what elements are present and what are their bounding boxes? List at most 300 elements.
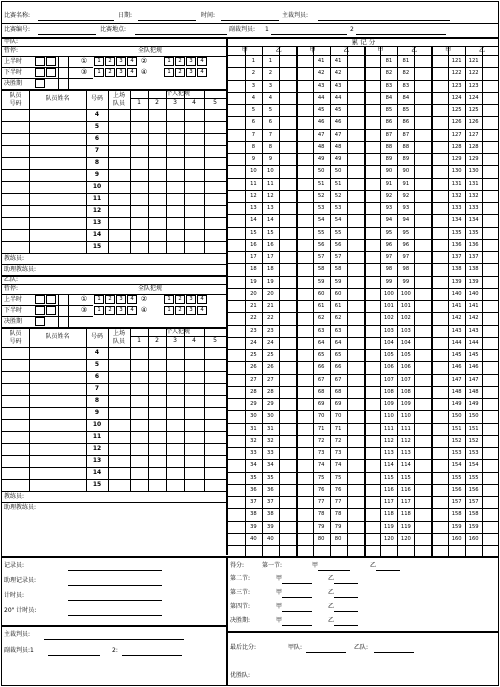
team_a-team-foul-cell[interactable]: 4 bbox=[200, 58, 204, 64]
score-cell-a[interactable]: 50 bbox=[317, 168, 325, 175]
score-cell-a[interactable]: 150 bbox=[451, 413, 462, 420]
score-cell-a[interactable]: 78 bbox=[317, 511, 325, 518]
score-cell-a[interactable]: 152 bbox=[451, 437, 462, 444]
score-cell-a[interactable]: 10 bbox=[250, 168, 257, 175]
score-cell-b[interactable]: 25 bbox=[267, 352, 274, 358]
score-cell-a[interactable]: 119 bbox=[383, 523, 394, 530]
score-cell-b[interactable]: 24 bbox=[267, 339, 274, 346]
team_a-team-foul-box[interactable] bbox=[175, 57, 185, 66]
score-cell-b[interactable]: 77 bbox=[334, 499, 342, 505]
score-cell-a[interactable]: 111 bbox=[383, 425, 394, 432]
score-cell-a[interactable]: 61 bbox=[317, 303, 325, 309]
score-cell-a[interactable]: 86 bbox=[385, 119, 393, 126]
team_a-team-foul-cell[interactable]: 4 bbox=[200, 69, 204, 75]
team_a-team-foul-cell[interactable]: 1 bbox=[167, 69, 171, 75]
score-cell-b[interactable]: 108 bbox=[400, 388, 411, 395]
score-cell-a[interactable]: 80 bbox=[317, 535, 325, 542]
score-cell-a[interactable]: 11 bbox=[250, 180, 257, 187]
team_a-team-foul-box[interactable] bbox=[105, 57, 115, 66]
score-cell-b[interactable]: 129 bbox=[468, 156, 479, 162]
team_a-team-foul-box[interactable] bbox=[197, 57, 207, 66]
final-b-field[interactable] bbox=[374, 652, 414, 653]
score-cell-b[interactable]: 66 bbox=[334, 364, 342, 371]
score-cell-b[interactable]: 143 bbox=[468, 327, 479, 334]
period4-b-field[interactable] bbox=[334, 611, 358, 612]
score-cell-a[interactable]: 93 bbox=[385, 205, 393, 211]
score-cell-b[interactable]: 118 bbox=[400, 511, 411, 518]
score-cell-b[interactable]: 70 bbox=[334, 413, 342, 420]
score-cell-b[interactable]: 138 bbox=[468, 266, 479, 273]
score-cell-b[interactable]: 41 bbox=[334, 58, 342, 64]
team_a-team-foul-cell[interactable]: 2 bbox=[108, 58, 112, 64]
score-cell-b[interactable]: 13 bbox=[267, 205, 274, 211]
team_b-team-foul-box[interactable] bbox=[105, 306, 115, 315]
score-cell-b[interactable]: 18 bbox=[267, 266, 274, 273]
period2-b-field[interactable] bbox=[334, 583, 358, 584]
score-cell-b[interactable]: 82 bbox=[402, 70, 410, 77]
score-cell-b[interactable]: 147 bbox=[468, 376, 479, 383]
score-cell-b[interactable]: 120 bbox=[400, 535, 411, 542]
score-cell-a[interactable]: 32 bbox=[250, 437, 257, 444]
score-cell-b[interactable]: 116 bbox=[400, 486, 411, 493]
period1-b-field[interactable] bbox=[376, 570, 400, 571]
score-cell-a[interactable]: 109 bbox=[383, 401, 394, 407]
score-cell-a[interactable]: 132 bbox=[451, 192, 462, 199]
venue-field[interactable] bbox=[135, 34, 227, 35]
score-cell-a[interactable]: 121 bbox=[451, 58, 462, 64]
score-cell-a[interactable]: 2 bbox=[251, 70, 256, 77]
score-cell-b[interactable]: 86 bbox=[402, 119, 410, 126]
score-cell-a[interactable]: 138 bbox=[451, 266, 462, 273]
score-cell-a[interactable]: 120 bbox=[383, 535, 394, 542]
score-cell-a[interactable]: 22 bbox=[250, 315, 257, 322]
score-cell-b[interactable]: 17 bbox=[267, 254, 274, 260]
score-cell-b[interactable]: 14 bbox=[267, 217, 274, 224]
score-cell-a[interactable]: 148 bbox=[451, 388, 462, 395]
team_b-timeout-box[interactable] bbox=[35, 295, 45, 304]
score-cell-a[interactable]: 146 bbox=[451, 364, 462, 371]
score-cell-a[interactable]: 62 bbox=[317, 315, 325, 322]
score-cell-a[interactable]: 94 bbox=[385, 217, 393, 224]
score-cell-b[interactable]: 151 bbox=[468, 425, 479, 432]
score-cell-b[interactable]: 57 bbox=[334, 254, 342, 260]
score-cell-a[interactable]: 20 bbox=[250, 290, 257, 297]
score-cell-a[interactable]: 149 bbox=[451, 401, 462, 407]
score-cell-b[interactable]: 107 bbox=[400, 376, 411, 383]
score-cell-b[interactable]: 9 bbox=[268, 156, 272, 162]
date-field[interactable] bbox=[138, 20, 196, 21]
team_b-team-foul-cell[interactable]: 2 bbox=[178, 307, 182, 313]
score-cell-a[interactable]: 36 bbox=[250, 486, 257, 493]
score-cell-a[interactable]: 8 bbox=[251, 143, 256, 150]
umpire-1-field[interactable] bbox=[271, 34, 347, 35]
team_b-team-foul-cell[interactable]: 1 bbox=[97, 307, 101, 313]
score-cell-b[interactable]: 19 bbox=[267, 278, 274, 285]
score-cell-b[interactable]: 78 bbox=[334, 511, 342, 518]
score-cell-a[interactable]: 37 bbox=[250, 499, 257, 505]
score-cell-b[interactable]: 112 bbox=[400, 437, 411, 444]
score-cell-a[interactable]: 69 bbox=[317, 401, 325, 407]
score-cell-a[interactable]: 134 bbox=[451, 217, 462, 224]
score-cell-a[interactable]: 122 bbox=[451, 70, 462, 77]
score-cell-a[interactable]: 110 bbox=[383, 413, 394, 420]
score-cell-a[interactable]: 16 bbox=[250, 241, 257, 248]
team_a-team-foul-box[interactable] bbox=[116, 57, 126, 66]
score-cell-a[interactable]: 12 bbox=[250, 192, 257, 199]
scorer-field[interactable] bbox=[68, 570, 162, 571]
team_a-timeout-box[interactable] bbox=[46, 68, 56, 77]
team_b-team-foul-box[interactable] bbox=[186, 306, 196, 315]
team_b-timeout-box[interactable] bbox=[35, 306, 45, 315]
score-cell-a[interactable]: 79 bbox=[317, 523, 325, 530]
score-cell-a[interactable]: 71 bbox=[317, 425, 325, 432]
score-cell-b[interactable]: 84 bbox=[402, 94, 410, 101]
team_a-team-foul-cell[interactable]: 1 bbox=[97, 69, 101, 75]
score-cell-a[interactable]: 29 bbox=[250, 401, 257, 407]
score-cell-a[interactable]: 42 bbox=[317, 70, 325, 77]
score-cell-a[interactable]: 31 bbox=[250, 425, 257, 432]
team_b-team-foul-cell[interactable]: 3 bbox=[119, 307, 123, 313]
score-cell-b[interactable]: 150 bbox=[468, 413, 479, 420]
score-cell-a[interactable]: 6 bbox=[251, 119, 256, 126]
score-cell-a[interactable]: 24 bbox=[250, 339, 257, 346]
umpire-2-sign-field[interactable] bbox=[122, 655, 182, 656]
score-cell-a[interactable]: 102 bbox=[383, 315, 394, 322]
period2-a-field[interactable] bbox=[282, 583, 312, 584]
score-cell-a[interactable]: 35 bbox=[250, 474, 257, 481]
score-cell-a[interactable]: 3 bbox=[251, 82, 256, 89]
score-cell-b[interactable]: 95 bbox=[402, 229, 410, 236]
score-cell-b[interactable]: 88 bbox=[402, 143, 410, 150]
team_b-team-foul-box[interactable] bbox=[175, 306, 185, 315]
score-cell-a[interactable]: 54 bbox=[317, 217, 325, 224]
score-cell-a[interactable]: 14 bbox=[250, 217, 257, 224]
score-cell-b[interactable]: 60 bbox=[334, 290, 342, 297]
team_b-team-foul-box[interactable] bbox=[186, 295, 196, 304]
score-cell-a[interactable]: 17 bbox=[250, 254, 257, 260]
score-cell-b[interactable]: 115 bbox=[400, 474, 411, 481]
score-cell-a[interactable]: 4 bbox=[251, 94, 256, 101]
score-cell-a[interactable]: 67 bbox=[317, 376, 325, 383]
score-cell-b[interactable]: 55 bbox=[334, 229, 342, 236]
score-cell-a[interactable]: 101 bbox=[383, 303, 394, 309]
score-cell-b[interactable]: 47 bbox=[334, 131, 342, 138]
team_b-timeout-box[interactable] bbox=[46, 295, 56, 304]
score-cell-b[interactable]: 28 bbox=[267, 388, 274, 395]
score-cell-b[interactable]: 87 bbox=[402, 131, 410, 138]
score-cell-b[interactable]: 113 bbox=[400, 450, 411, 456]
team_a-timeout-box[interactable] bbox=[35, 68, 45, 77]
score-cell-a[interactable]: 88 bbox=[385, 143, 393, 150]
score-cell-a[interactable]: 92 bbox=[385, 192, 393, 199]
score-cell-a[interactable]: 133 bbox=[451, 205, 462, 211]
score-cell-a[interactable]: 114 bbox=[383, 462, 394, 469]
score-cell-b[interactable]: 4 bbox=[268, 94, 272, 101]
period3-a-field[interactable] bbox=[282, 597, 312, 598]
period4-a-field[interactable] bbox=[282, 611, 312, 612]
score-cell-a[interactable]: 66 bbox=[317, 364, 325, 371]
team_b-team-foul-box[interactable] bbox=[127, 295, 137, 304]
score-cell-b[interactable]: 53 bbox=[334, 205, 342, 211]
team_b-team-foul-box[interactable] bbox=[94, 306, 104, 315]
score-cell-b[interactable]: 43 bbox=[334, 82, 342, 89]
score-cell-b[interactable]: 68 bbox=[334, 388, 342, 395]
score-cell-b[interactable]: 158 bbox=[468, 511, 479, 518]
score-cell-b[interactable]: 63 bbox=[334, 327, 342, 334]
score-cell-a[interactable]: 30 bbox=[250, 413, 257, 420]
score-cell-b[interactable]: 1 bbox=[268, 58, 272, 64]
score-cell-b[interactable]: 128 bbox=[468, 143, 479, 150]
score-cell-a[interactable]: 41 bbox=[317, 58, 325, 64]
score-cell-a[interactable]: 141 bbox=[451, 303, 462, 309]
score-cell-a[interactable]: 131 bbox=[451, 180, 462, 187]
score-cell-b[interactable]: 61 bbox=[334, 303, 342, 309]
team_b-team-foul-box[interactable] bbox=[116, 295, 126, 304]
umpire-2-field[interactable] bbox=[356, 34, 446, 35]
score-cell-a[interactable]: 74 bbox=[317, 462, 325, 469]
score-cell-b[interactable]: 110 bbox=[400, 413, 411, 420]
score-cell-b[interactable]: 93 bbox=[402, 205, 410, 211]
score-cell-b[interactable]: 22 bbox=[267, 315, 274, 322]
team_b-team-foul-cell[interactable]: 3 bbox=[189, 307, 193, 313]
score-cell-a[interactable]: 28 bbox=[250, 388, 257, 395]
score-cell-b[interactable]: 56 bbox=[334, 241, 342, 248]
score-cell-b[interactable]: 15 bbox=[267, 229, 274, 236]
score-cell-a[interactable]: 97 bbox=[385, 254, 393, 260]
score-cell-b[interactable]: 156 bbox=[468, 486, 479, 493]
score-cell-a[interactable]: 60 bbox=[317, 290, 325, 297]
score-cell-b[interactable]: 117 bbox=[400, 499, 411, 505]
team_a-team-foul-cell[interactable]: 3 bbox=[189, 58, 193, 64]
team_b-team-foul-box[interactable] bbox=[105, 295, 115, 304]
score-cell-b[interactable]: 54 bbox=[334, 217, 342, 224]
team_a-team-foul-cell[interactable]: 4 bbox=[130, 58, 134, 64]
score-cell-b[interactable]: 155 bbox=[468, 474, 479, 481]
score-cell-b[interactable]: 29 bbox=[267, 401, 274, 407]
score-cell-a[interactable]: 21 bbox=[250, 303, 257, 309]
score-cell-b[interactable]: 96 bbox=[402, 241, 410, 248]
score-cell-a[interactable]: 38 bbox=[250, 511, 257, 518]
score-cell-b[interactable]: 111 bbox=[400, 425, 411, 432]
score-cell-a[interactable]: 39 bbox=[250, 523, 257, 530]
score-cell-b[interactable]: 124 bbox=[468, 94, 479, 101]
score-cell-b[interactable]: 139 bbox=[468, 278, 479, 285]
score-cell-a[interactable]: 56 bbox=[317, 241, 325, 248]
team_a-team-foul-box[interactable] bbox=[164, 68, 174, 77]
team_a-team-foul-cell[interactable]: 4 bbox=[130, 69, 134, 75]
score-cell-b[interactable]: 90 bbox=[402, 168, 410, 175]
score-cell-a[interactable]: 53 bbox=[317, 205, 325, 211]
score-cell-a[interactable]: 48 bbox=[317, 143, 325, 150]
team_b-team-foul-box[interactable] bbox=[197, 295, 207, 304]
score-cell-a[interactable]: 89 bbox=[385, 156, 393, 162]
score-cell-b[interactable]: 40 bbox=[267, 535, 274, 542]
score-cell-b[interactable]: 6 bbox=[268, 119, 272, 126]
team_a-timeout-box[interactable] bbox=[35, 79, 45, 88]
score-cell-b[interactable]: 131 bbox=[468, 180, 479, 187]
score-cell-b[interactable]: 23 bbox=[267, 327, 274, 334]
team_b-team-foul-cell[interactable]: 2 bbox=[108, 296, 112, 302]
score-cell-b[interactable]: 148 bbox=[468, 388, 479, 395]
score-cell-a[interactable]: 9 bbox=[251, 156, 256, 162]
score-cell-a[interactable]: 85 bbox=[385, 107, 393, 113]
team_b-team-foul-box[interactable] bbox=[175, 295, 185, 304]
score-cell-a[interactable]: 160 bbox=[451, 535, 462, 542]
score-cell-b[interactable]: 12 bbox=[267, 192, 274, 199]
score-cell-b[interactable]: 48 bbox=[334, 143, 342, 150]
team_b-team-foul-cell[interactable]: 4 bbox=[200, 307, 204, 313]
score-cell-b[interactable]: 64 bbox=[334, 339, 342, 346]
assistant-scorer-field[interactable] bbox=[68, 585, 162, 586]
score-cell-b[interactable]: 49 bbox=[334, 156, 342, 162]
team_b-timeout-box[interactable] bbox=[46, 306, 56, 315]
score-cell-a[interactable]: 83 bbox=[385, 82, 393, 89]
score-cell-b[interactable]: 130 bbox=[468, 168, 479, 175]
score-cell-a[interactable]: 63 bbox=[317, 327, 325, 334]
score-cell-b[interactable]: 100 bbox=[400, 290, 411, 297]
score-cell-b[interactable]: 81 bbox=[402, 58, 410, 64]
score-cell-a[interactable]: 143 bbox=[451, 327, 462, 334]
timer-field[interactable] bbox=[68, 600, 162, 601]
score-cell-a[interactable]: 52 bbox=[317, 192, 325, 199]
score-cell-b[interactable]: 152 bbox=[468, 437, 479, 444]
score-cell-b[interactable]: 2 bbox=[268, 70, 272, 77]
score-cell-a[interactable]: 145 bbox=[451, 352, 462, 358]
score-cell-b[interactable]: 122 bbox=[468, 70, 479, 77]
score-cell-a[interactable]: 84 bbox=[385, 94, 393, 101]
score-cell-a[interactable]: 87 bbox=[385, 131, 393, 138]
score-cell-a[interactable]: 157 bbox=[451, 499, 462, 505]
score-cell-b[interactable]: 103 bbox=[400, 327, 411, 334]
score-cell-a[interactable]: 116 bbox=[383, 486, 394, 493]
score-cell-a[interactable]: 18 bbox=[250, 266, 257, 273]
score-cell-a[interactable]: 147 bbox=[451, 376, 462, 383]
score-cell-b[interactable]: 44 bbox=[334, 94, 342, 101]
score-cell-b[interactable]: 153 bbox=[468, 450, 479, 456]
team_a-team-foul-box[interactable] bbox=[175, 68, 185, 77]
score-cell-b[interactable]: 32 bbox=[267, 437, 274, 444]
score-cell-b[interactable]: 39 bbox=[267, 523, 274, 530]
score-cell-b[interactable]: 142 bbox=[468, 315, 479, 322]
score-cell-b[interactable]: 97 bbox=[402, 254, 410, 260]
score-cell-b[interactable]: 11 bbox=[267, 180, 274, 187]
score-cell-a[interactable]: 46 bbox=[317, 119, 325, 126]
score-cell-b[interactable]: 144 bbox=[468, 339, 479, 346]
score-cell-b[interactable]: 106 bbox=[400, 364, 411, 371]
score-cell-a[interactable]: 13 bbox=[250, 205, 257, 211]
score-cell-a[interactable]: 155 bbox=[451, 474, 462, 481]
team_b-team-foul-cell[interactable]: 2 bbox=[108, 307, 112, 313]
score-cell-b[interactable]: 105 bbox=[400, 352, 411, 358]
team_a-team-foul-box[interactable] bbox=[197, 68, 207, 77]
score-cell-a[interactable]: 130 bbox=[451, 168, 462, 175]
score-cell-b[interactable]: 157 bbox=[468, 499, 479, 505]
score-cell-a[interactable]: 15 bbox=[250, 229, 257, 236]
final-a-field[interactable] bbox=[306, 652, 346, 653]
score-cell-b[interactable]: 101 bbox=[400, 303, 411, 309]
score-cell-b[interactable]: 42 bbox=[334, 70, 342, 77]
team_a-team-foul-cell[interactable]: 1 bbox=[167, 58, 171, 64]
score-cell-a[interactable]: 124 bbox=[451, 94, 462, 101]
score-cell-a[interactable]: 75 bbox=[317, 474, 325, 481]
score-cell-a[interactable]: 40 bbox=[250, 535, 257, 542]
score-cell-b[interactable]: 99 bbox=[402, 278, 410, 285]
score-cell-b[interactable]: 38 bbox=[267, 511, 274, 518]
score-cell-a[interactable]: 144 bbox=[451, 339, 462, 346]
score-cell-a[interactable]: 43 bbox=[317, 82, 325, 89]
score-cell-a[interactable]: 127 bbox=[451, 131, 462, 138]
score-cell-a[interactable]: 23 bbox=[250, 327, 257, 334]
score-cell-b[interactable]: 31 bbox=[267, 425, 274, 432]
team_b-team-foul-cell[interactable]: 2 bbox=[178, 296, 182, 302]
score-cell-b[interactable]: 134 bbox=[468, 217, 479, 224]
team_a-team-foul-box[interactable] bbox=[127, 57, 137, 66]
team_b-team-foul-cell[interactable]: 3 bbox=[189, 296, 193, 302]
score-cell-b[interactable]: 65 bbox=[334, 352, 342, 358]
score-cell-a[interactable]: 118 bbox=[383, 511, 394, 518]
score-cell-a[interactable]: 135 bbox=[451, 229, 462, 236]
score-cell-a[interactable]: 77 bbox=[317, 499, 325, 505]
score-cell-a[interactable]: 140 bbox=[451, 290, 462, 297]
team_b-team-foul-box[interactable] bbox=[116, 306, 126, 315]
team_b-team-foul-box[interactable] bbox=[197, 306, 207, 315]
team_b-team-foul-box[interactable] bbox=[94, 295, 104, 304]
score-cell-a[interactable]: 156 bbox=[451, 486, 462, 493]
score-cell-b[interactable]: 33 bbox=[267, 450, 274, 456]
score-cell-a[interactable]: 47 bbox=[317, 131, 325, 138]
team_b-team-foul-cell[interactable]: 4 bbox=[130, 296, 134, 302]
score-cell-b[interactable]: 80 bbox=[334, 535, 342, 542]
score-cell-a[interactable]: 7 bbox=[251, 131, 256, 138]
team_b-team-foul-cell[interactable]: 1 bbox=[167, 307, 171, 313]
team_a-timeout-box[interactable] bbox=[46, 57, 56, 66]
score-cell-a[interactable]: 104 bbox=[383, 339, 394, 346]
score-cell-b[interactable]: 75 bbox=[334, 474, 342, 481]
score-cell-b[interactable]: 59 bbox=[334, 278, 342, 285]
score-cell-a[interactable]: 1 bbox=[251, 58, 256, 64]
score-cell-b[interactable]: 58 bbox=[334, 266, 342, 273]
score-cell-b[interactable]: 91 bbox=[402, 180, 410, 187]
score-cell-a[interactable]: 113 bbox=[383, 450, 394, 456]
score-cell-b[interactable]: 85 bbox=[402, 107, 410, 113]
score-cell-b[interactable]: 62 bbox=[334, 315, 342, 322]
score-cell-a[interactable]: 112 bbox=[383, 437, 394, 444]
score-cell-a[interactable]: 105 bbox=[383, 352, 394, 358]
team_b-team-foul-cell[interactable]: 1 bbox=[97, 296, 101, 302]
score-cell-a[interactable]: 58 bbox=[317, 266, 325, 273]
score-cell-b[interactable]: 154 bbox=[468, 462, 479, 469]
score-cell-a[interactable]: 128 bbox=[451, 143, 462, 150]
score-cell-a[interactable]: 125 bbox=[451, 107, 462, 113]
score-cell-b[interactable]: 83 bbox=[402, 82, 410, 89]
score-cell-b[interactable]: 145 bbox=[468, 352, 479, 358]
team_b-team-foul-box[interactable] bbox=[164, 306, 174, 315]
score-cell-a[interactable]: 72 bbox=[317, 437, 325, 444]
umpire-1-sign-field[interactable] bbox=[48, 655, 100, 656]
score-cell-b[interactable]: 89 bbox=[402, 156, 410, 162]
score-cell-a[interactable]: 73 bbox=[317, 450, 325, 456]
score-cell-b[interactable]: 71 bbox=[334, 425, 342, 432]
team_b-team-foul-cell[interactable]: 4 bbox=[130, 307, 134, 313]
overtime-b-field[interactable] bbox=[334, 625, 358, 626]
score-cell-a[interactable]: 26 bbox=[250, 364, 257, 371]
score-cell-a[interactable]: 142 bbox=[451, 315, 462, 322]
score-cell-a[interactable]: 136 bbox=[451, 241, 462, 248]
team_a-team-foul-box[interactable] bbox=[94, 68, 104, 77]
score-cell-b[interactable]: 10 bbox=[267, 168, 274, 175]
score-cell-a[interactable]: 137 bbox=[451, 254, 462, 260]
score-cell-a[interactable]: 153 bbox=[451, 450, 462, 456]
